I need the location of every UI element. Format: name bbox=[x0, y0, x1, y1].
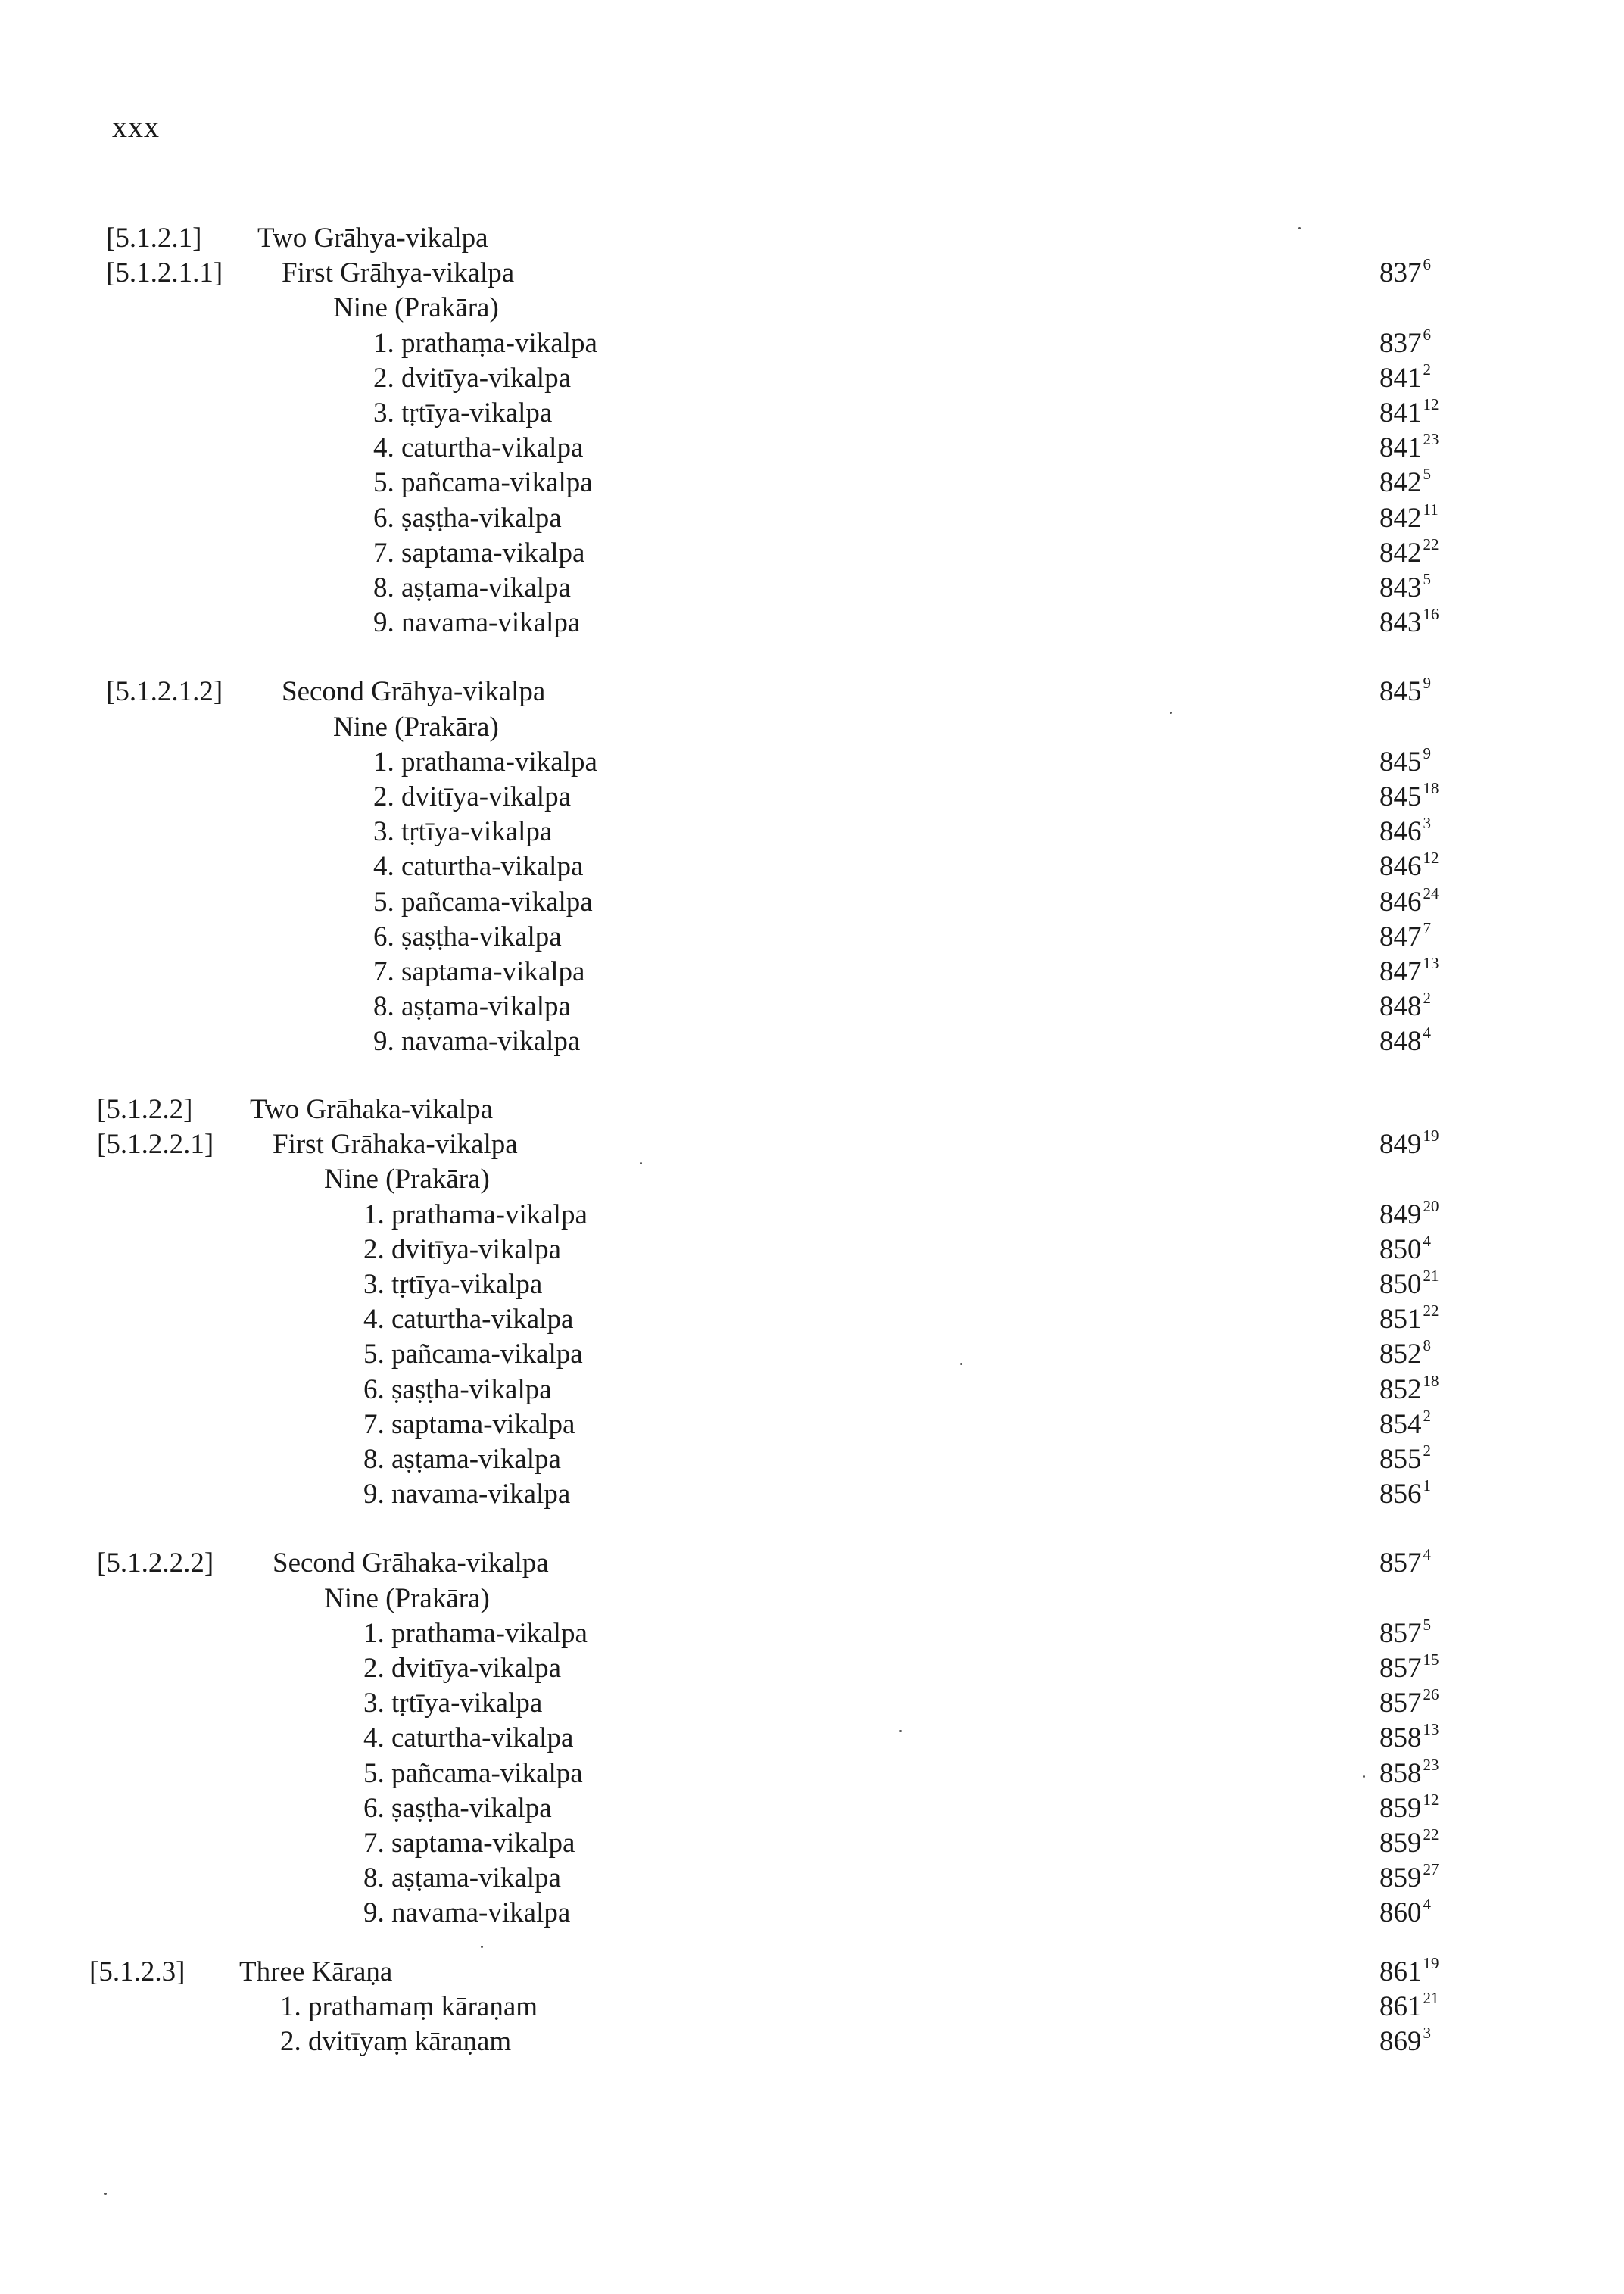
toc-line bbox=[0, 1302, 1624, 1337]
toc-line bbox=[0, 606, 1624, 641]
toc-line bbox=[0, 1582, 1624, 1616]
toc-line bbox=[0, 780, 1624, 815]
toc-line bbox=[0, 1955, 1624, 1990]
scan-speck bbox=[899, 1730, 902, 1732]
list-item: 7. saptama-vikalpa bbox=[363, 1408, 575, 1440]
group-label: Nine (Prakāra) bbox=[333, 711, 499, 743]
page-ref: $842^5$ bbox=[1379, 465, 1431, 499]
line-ref: 26 bbox=[1423, 1685, 1439, 1704]
page-ref: $843^5$ bbox=[1379, 570, 1431, 603]
list-item: 6. ṣaṣṭha-vikalpa bbox=[363, 1792, 552, 1824]
page-ref: $850^4$ bbox=[1379, 1231, 1431, 1265]
list-item: 9. navama-vikalpa bbox=[363, 1897, 571, 1929]
toc-line bbox=[0, 2024, 1624, 2059]
page-ref: $861^{19}$ bbox=[1379, 1954, 1439, 1987]
list-item: 5. pañcama-vikalpa bbox=[363, 1339, 583, 1370]
list-item: 3. tṛtīya-vikalpa bbox=[373, 816, 553, 848]
line-ref: 18 bbox=[1423, 779, 1439, 797]
line-ref: 2 bbox=[1423, 1442, 1431, 1460]
page-ref: $856^1$ bbox=[1379, 1476, 1431, 1510]
page-ref: $857^4$ bbox=[1379, 1545, 1431, 1579]
toc-line bbox=[0, 885, 1624, 920]
page-ref: $850^{21}$ bbox=[1379, 1267, 1439, 1300]
page-ref: $854^2$ bbox=[1379, 1406, 1431, 1440]
toc-line bbox=[0, 1546, 1624, 1581]
line-ref: 6 bbox=[1423, 255, 1431, 274]
section-title: Two Grāhaka-vikalpa bbox=[250, 1094, 494, 1125]
line-ref: 22 bbox=[1423, 535, 1439, 553]
toc-line bbox=[0, 1407, 1624, 1442]
scan-speck bbox=[104, 2193, 107, 2195]
group-label: Nine (Prakāra) bbox=[324, 1582, 490, 1614]
line-ref: 23 bbox=[1423, 1755, 1439, 1774]
section-code: [5.1.2.1.1] bbox=[106, 257, 223, 289]
page-ref: $847^7$ bbox=[1379, 918, 1431, 952]
scan-speck bbox=[1363, 1775, 1365, 1778]
list-item: 2. dvitīya-vikalpa bbox=[373, 362, 571, 394]
toc-line bbox=[0, 1127, 1624, 1162]
list-item: 6. ṣaṣṭha-vikalpa bbox=[373, 502, 562, 534]
toc-line bbox=[0, 221, 1624, 256]
page-ref: $851^{22}$ bbox=[1379, 1301, 1439, 1336]
toc-line bbox=[0, 1651, 1624, 1686]
section-title: Two Grāhya-vikalpa bbox=[257, 223, 488, 254]
list-item: 2. dvitīyaṃ kāraṇam bbox=[280, 2026, 512, 2058]
line-ref: 13 bbox=[1423, 1720, 1439, 1739]
line-ref: 7 bbox=[1423, 918, 1431, 937]
list-item: 1. prathaṃa-vikalpa bbox=[373, 327, 597, 359]
scan-speck bbox=[960, 1363, 962, 1365]
list-item: 5. pañcama-vikalpa bbox=[373, 886, 593, 918]
toc-line bbox=[0, 501, 1624, 536]
list-item: 6. ṣaṣṭha-vikalpa bbox=[373, 921, 562, 952]
line-ref: 4 bbox=[1423, 1545, 1431, 1564]
list-item: 9. navama-vikalpa bbox=[363, 1479, 571, 1510]
toc-line bbox=[0, 1267, 1624, 1302]
toc-line bbox=[0, 1337, 1624, 1372]
subsection-title: Second Grāhaka-vikalpa bbox=[273, 1548, 549, 1579]
scan-speck bbox=[1298, 227, 1301, 229]
line-ref: 9 bbox=[1423, 743, 1431, 762]
page-ref: $859^{27}$ bbox=[1379, 1860, 1439, 1894]
line-ref: 19 bbox=[1423, 1127, 1439, 1145]
toc-line bbox=[0, 710, 1624, 745]
page-ref: $847^{13}$ bbox=[1379, 954, 1439, 987]
toc-line bbox=[0, 466, 1624, 500]
line-ref: 11 bbox=[1423, 500, 1439, 519]
list-item: 4. caturtha-vikalpa bbox=[373, 432, 584, 464]
list-item: 1. prathamaṃ kāraṇam bbox=[280, 1991, 538, 2023]
list-item: 6. ṣaṣṭha-vikalpa bbox=[363, 1373, 552, 1405]
page-ref: $845^9$ bbox=[1379, 674, 1431, 708]
toc-line bbox=[0, 1861, 1624, 1896]
toc-line bbox=[0, 955, 1624, 990]
toc-line bbox=[0, 1233, 1624, 1267]
group-label: Nine (Prakāra) bbox=[333, 292, 499, 324]
page-ref: $841^{12}$ bbox=[1379, 395, 1439, 429]
section-code: [5.1.2.2.2] bbox=[97, 1548, 214, 1579]
page-ref: $841^{23}$ bbox=[1379, 430, 1439, 464]
line-ref: 5 bbox=[1423, 1615, 1431, 1634]
section-code: [5.1.2.3] bbox=[89, 1956, 185, 1987]
toc-line bbox=[0, 1024, 1624, 1059]
page-ref: $848^4$ bbox=[1379, 1024, 1431, 1058]
list-item: 3. tṛtīya-vikalpa bbox=[363, 1688, 543, 1719]
list-item: 3. tṛtīya-vikalpa bbox=[373, 397, 553, 429]
page-ref: $849^{20}$ bbox=[1379, 1196, 1439, 1230]
group-label: Nine (Prakāra) bbox=[324, 1164, 490, 1195]
line-ref: 4 bbox=[1423, 1024, 1431, 1043]
line-ref: 2 bbox=[1423, 360, 1431, 379]
page-ref: $855^2$ bbox=[1379, 1442, 1431, 1475]
page-ref: $858^{13}$ bbox=[1379, 1720, 1439, 1754]
line-ref: 6 bbox=[1423, 325, 1431, 344]
toc-line bbox=[0, 1791, 1624, 1826]
list-item: 7. saptama-vikalpa bbox=[373, 956, 585, 987]
toc-line bbox=[0, 291, 1624, 326]
list-item: 1. prathama-vikalpa bbox=[363, 1198, 588, 1230]
line-ref: 19 bbox=[1423, 1954, 1439, 1972]
toc-line bbox=[0, 361, 1624, 396]
page-ref: $842^{11}$ bbox=[1379, 500, 1439, 534]
toc-line bbox=[0, 849, 1624, 884]
toc-line bbox=[0, 815, 1624, 849]
toc-line bbox=[0, 1721, 1624, 1756]
scan-speck bbox=[640, 1162, 642, 1164]
list-item: 8. aṣṭama-vikalpa bbox=[363, 1862, 561, 1894]
list-item: 7. saptama-vikalpa bbox=[373, 537, 585, 569]
line-ref: 1 bbox=[1423, 1476, 1431, 1495]
scan-speck bbox=[481, 1946, 483, 1948]
toc-line bbox=[0, 1756, 1624, 1791]
page-ref: $849^{19}$ bbox=[1379, 1127, 1439, 1161]
line-ref: 15 bbox=[1423, 1650, 1439, 1669]
page-ref: $837^6$ bbox=[1379, 255, 1431, 289]
line-ref: 5 bbox=[1423, 570, 1431, 588]
section-code: [5.1.2.1] bbox=[106, 223, 202, 254]
page-ref: $857^{15}$ bbox=[1379, 1650, 1439, 1684]
toc-line bbox=[0, 396, 1624, 431]
line-ref: 18 bbox=[1423, 1371, 1439, 1390]
page-ref: $861^{21}$ bbox=[1379, 1989, 1439, 2023]
section-code: [5.1.2.2.1] bbox=[97, 1129, 214, 1161]
line-ref: 22 bbox=[1423, 1301, 1439, 1320]
list-item: 1. prathama-vikalpa bbox=[373, 746, 597, 778]
page-ref: $857^5$ bbox=[1379, 1615, 1431, 1649]
page-ref: $857^{26}$ bbox=[1379, 1685, 1439, 1719]
page-ref: $837^6$ bbox=[1379, 325, 1431, 359]
page-ref: $845^{18}$ bbox=[1379, 779, 1439, 812]
toc-line bbox=[0, 675, 1624, 709]
line-ref: 8 bbox=[1423, 1336, 1431, 1355]
toc-line bbox=[0, 1477, 1624, 1512]
line-ref: 5 bbox=[1423, 465, 1431, 484]
subsection-title: First Grāhya-vikalpa bbox=[282, 257, 515, 289]
line-ref: 4 bbox=[1423, 1895, 1431, 1914]
page-ref: $859^{22}$ bbox=[1379, 1825, 1439, 1859]
line-ref: 24 bbox=[1423, 884, 1439, 902]
line-ref: 12 bbox=[1423, 1790, 1439, 1809]
list-item: 7. saptama-vikalpa bbox=[363, 1828, 575, 1859]
list-item: 8. aṣṭama-vikalpa bbox=[363, 1444, 561, 1475]
toc-line bbox=[0, 1990, 1624, 2024]
toc-line bbox=[0, 326, 1624, 361]
page-ref: $860^4$ bbox=[1379, 1895, 1431, 1929]
line-ref: 27 bbox=[1423, 1860, 1439, 1879]
list-item: 4. caturtha-vikalpa bbox=[363, 1304, 574, 1336]
page-ref: $869^3$ bbox=[1379, 2024, 1431, 2058]
toc-line bbox=[0, 920, 1624, 955]
line-ref: 4 bbox=[1423, 1231, 1431, 1250]
list-item: 9. navama-vikalpa bbox=[373, 1026, 581, 1058]
page-ref: $842^{22}$ bbox=[1379, 535, 1439, 569]
toc-line bbox=[0, 1896, 1624, 1931]
section-title: Three Kāraṇa bbox=[239, 1956, 393, 1987]
toc-line bbox=[0, 1686, 1624, 1721]
line-ref: 9 bbox=[1423, 674, 1431, 693]
toc-line bbox=[0, 256, 1624, 291]
page-ref: $843^{16}$ bbox=[1379, 605, 1439, 639]
line-ref: 12 bbox=[1423, 395, 1439, 413]
section-code: [5.1.2.1.2] bbox=[106, 676, 223, 708]
line-ref: 21 bbox=[1423, 1267, 1439, 1285]
line-ref: 3 bbox=[1423, 814, 1431, 833]
line-ref: 20 bbox=[1423, 1196, 1439, 1215]
page-ref: $845^9$ bbox=[1379, 743, 1431, 778]
line-ref: 22 bbox=[1423, 1825, 1439, 1844]
line-ref: 2 bbox=[1423, 1406, 1431, 1425]
line-ref: 12 bbox=[1423, 849, 1439, 868]
subsection-title: First Grāhaka-vikalpa bbox=[273, 1129, 518, 1161]
page-ref: $846^{24}$ bbox=[1379, 884, 1439, 918]
toc-line bbox=[0, 990, 1624, 1024]
list-item: 4. caturtha-vikalpa bbox=[363, 1722, 574, 1754]
list-item: 5. pañcama-vikalpa bbox=[373, 467, 593, 499]
list-item: 8. aṣṭama-vikalpa bbox=[373, 572, 571, 603]
line-ref: 13 bbox=[1423, 954, 1439, 972]
section-code: [5.1.2.2] bbox=[97, 1094, 193, 1125]
toc-line bbox=[0, 536, 1624, 571]
page-ref: $859^{12}$ bbox=[1379, 1790, 1439, 1824]
toc-line bbox=[0, 1616, 1624, 1651]
page-ref: $848^2$ bbox=[1379, 989, 1431, 1023]
line-ref: 23 bbox=[1423, 430, 1439, 449]
list-item: 2. dvitīya-vikalpa bbox=[363, 1653, 561, 1684]
page-ref: $852^8$ bbox=[1379, 1336, 1431, 1370]
list-item: 4. caturtha-vikalpa bbox=[373, 851, 584, 883]
line-ref: 16 bbox=[1423, 605, 1439, 624]
page-ref: $846^3$ bbox=[1379, 814, 1431, 848]
toc-line bbox=[0, 1092, 1624, 1127]
page-ref: $841^2$ bbox=[1379, 360, 1431, 394]
page-ref: $858^{23}$ bbox=[1379, 1755, 1439, 1789]
toc-line bbox=[0, 745, 1624, 780]
list-item: 8. aṣṭama-vikalpa bbox=[373, 991, 571, 1023]
line-ref: 2 bbox=[1423, 989, 1431, 1008]
page-ref: $852^{18}$ bbox=[1379, 1371, 1439, 1405]
toc-line bbox=[0, 1826, 1624, 1861]
toc-line bbox=[0, 571, 1624, 606]
page-ref: $846^{12}$ bbox=[1379, 849, 1439, 883]
toc-line bbox=[0, 431, 1624, 466]
toc-line bbox=[0, 1162, 1624, 1197]
toc-line bbox=[0, 1442, 1624, 1477]
line-ref: 21 bbox=[1423, 1989, 1439, 2008]
toc-line bbox=[0, 1373, 1624, 1407]
list-item: 9. navama-vikalpa bbox=[373, 607, 581, 639]
scan-speck bbox=[1170, 712, 1172, 714]
list-item: 2. dvitīya-vikalpa bbox=[373, 781, 571, 812]
list-item: 5. pañcama-vikalpa bbox=[363, 1757, 583, 1789]
list-item: 3. tṛtīya-vikalpa bbox=[363, 1269, 543, 1300]
list-item: 2. dvitīya-vikalpa bbox=[363, 1233, 561, 1265]
page-number: xxx bbox=[112, 110, 160, 144]
toc-line bbox=[0, 1198, 1624, 1233]
list-item: 1. prathama-vikalpa bbox=[363, 1617, 588, 1649]
subsection-title: Second Grāhya-vikalpa bbox=[282, 676, 546, 708]
line-ref: 3 bbox=[1423, 2024, 1431, 2043]
